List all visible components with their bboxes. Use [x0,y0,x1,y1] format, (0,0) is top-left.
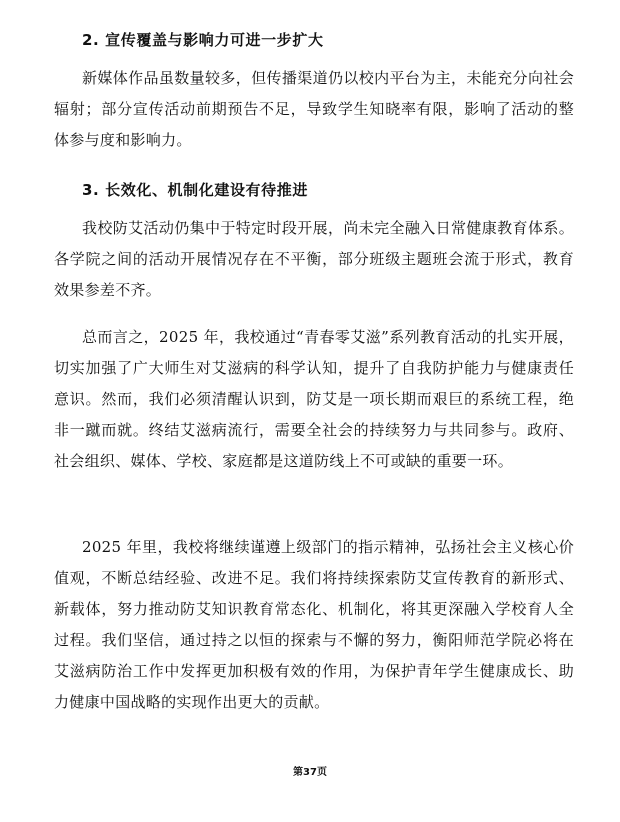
paragraph-summary: 总而言之，2025 年，我校通过“青春零艾滋”系列教育活动的扎实开展，切实加强了广大师生对艾滋病的科学认知，提升了自我防护能力与健康责任意识。然而，我们必须清醒认识到，防艾是一项长期而艰巨的系统工程，绝非一蹴而就。终结艾滋病流行，需要全社会的持续努力与共同参与。政府、社会组织、媒体、学校、家庭都是这道防线上不可或缺的重要一环。 [54,328,574,470]
page-number: 第37页 [293,767,327,778]
section-heading-long-term-mechanism: 3. 长效化、机制化建设有待推进 [82,181,308,199]
paragraph-outlook: 2025 年里，我校将继续谨遵上级部门的指示精神，弘扬社会主义核心价值观，不断总结经验、改进不足。我们将持续探索防艾宣传教育的新形式、新载体，努力推动防艾知识教育常态化、机制化，将其更深融入学校育人全过程。我们坚信，通过持之以恒的探索与不懈的努力，衡阳师范学院必将在艾滋病防治工作中发挥更加积极有效的作用，为保护青年学生健康成长、助力健康中国战略的实现作出更大的贡献。 [54,538,574,711]
paragraph-long-term-mechanism: 我校防艾活动仍集中于特定时段开展，尚未完全融入日常健康教育体系。各学院之间的活动开展情况存在不平衡，部分班级主题班会流于形式，教育效果参差不齐。 [54,219,574,299]
paragraph-publicity-coverage: 新媒体作品虽数量较多，但传播渠道仍以校内平台为主，未能充分向社会辐射；部分宣传活动前期预告不足，导致学生知晓率有限，影响了活动的整体参与度和影响力。 [54,69,574,149]
section-heading-publicity-coverage: 2. 宣传覆盖与影响力可进一步扩大 [82,31,324,49]
